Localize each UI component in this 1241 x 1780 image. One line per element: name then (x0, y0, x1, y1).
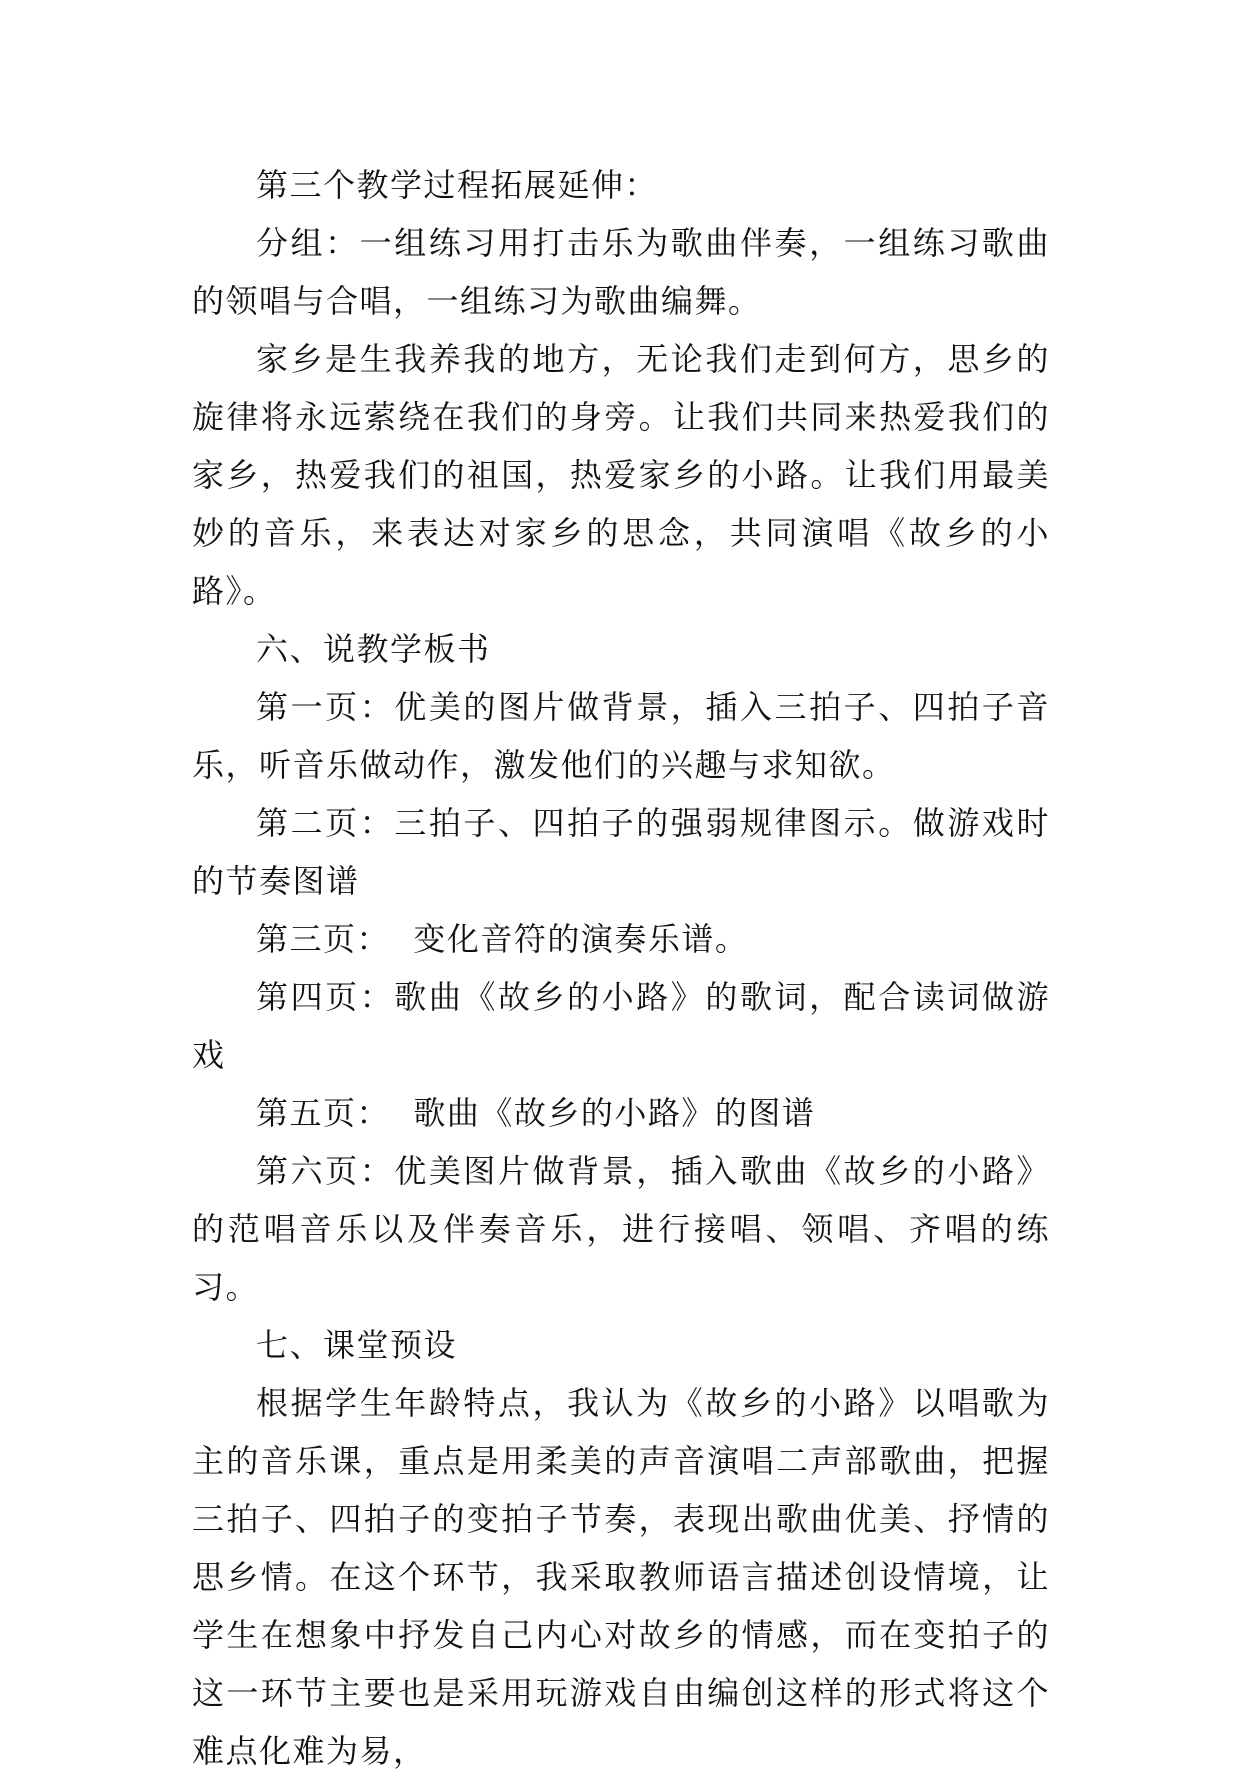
paragraph-page-six: 第六页：优美图片做背景，插入歌曲《故乡的小路》的范唱音乐以及伴奏音乐，进行接唱、领唱、齐唱的练习。 (192, 1152, 1050, 1306)
paragraph-hometown: 家乡是生我养我的地方，无论我们走到何方，思乡的旋律将永远萦绕在我们的身旁。让我们共同来热爱我们的家乡，热爱我们的祖国，热爱家乡的小路。让我们用最美妙的音乐，来表达对家乡的思念，共同演唱《故乡的小路》。 (192, 340, 1050, 610)
section-heading-blackboard: 六、说教学板书 (256, 630, 491, 668)
paragraph-grouping: 分组：一组练习用打击乐为歌曲伴奏，一组练习歌曲的领唱与合唱，一组练习为歌曲编舞。 (192, 224, 1050, 320)
paragraph-page-one: 第一页：优美的图片做背景，插入三拍子、四拍子音乐，听音乐做动作，激发他们的兴趣与求知欲。 (192, 688, 1050, 784)
document-body (192, 156, 1050, 1780)
paragraph-extension-title: 第三个教学过程拓展延伸： (256, 166, 659, 204)
section-heading-classroom: 七、课堂预设 (256, 1326, 458, 1364)
paragraph-classroom-preset: 根据学生年龄特点，我认为《故乡的小路》以唱歌为主的音乐课，重点是用柔美的声音演唱二声部歌曲，把握三拍子、四拍子的变拍子节奏，表现出歌曲优美、抒情的思乡情。在这个环节，我采取教师语言描述创设情境，让学生在想象中抒发自己内心对故乡的情感，而在变拍子的这一环节主要也是采用玩游戏自由编创这样的形式将这个难点化难为易， (192, 1384, 1050, 1770)
paragraph-page-five: 第五页： 歌曲《故乡的小路》的图谱 (256, 1094, 816, 1132)
paragraph-page-three: 第三页： 变化音符的演奏乐谱。 (256, 920, 749, 958)
paragraph-page-four: 第四页：歌曲《故乡的小路》的歌词，配合读词做游戏 (192, 978, 1050, 1074)
paragraph-page-two: 第二页：三拍子、四拍子的强弱规律图示。做游戏时的节奏图谱 (192, 804, 1050, 900)
